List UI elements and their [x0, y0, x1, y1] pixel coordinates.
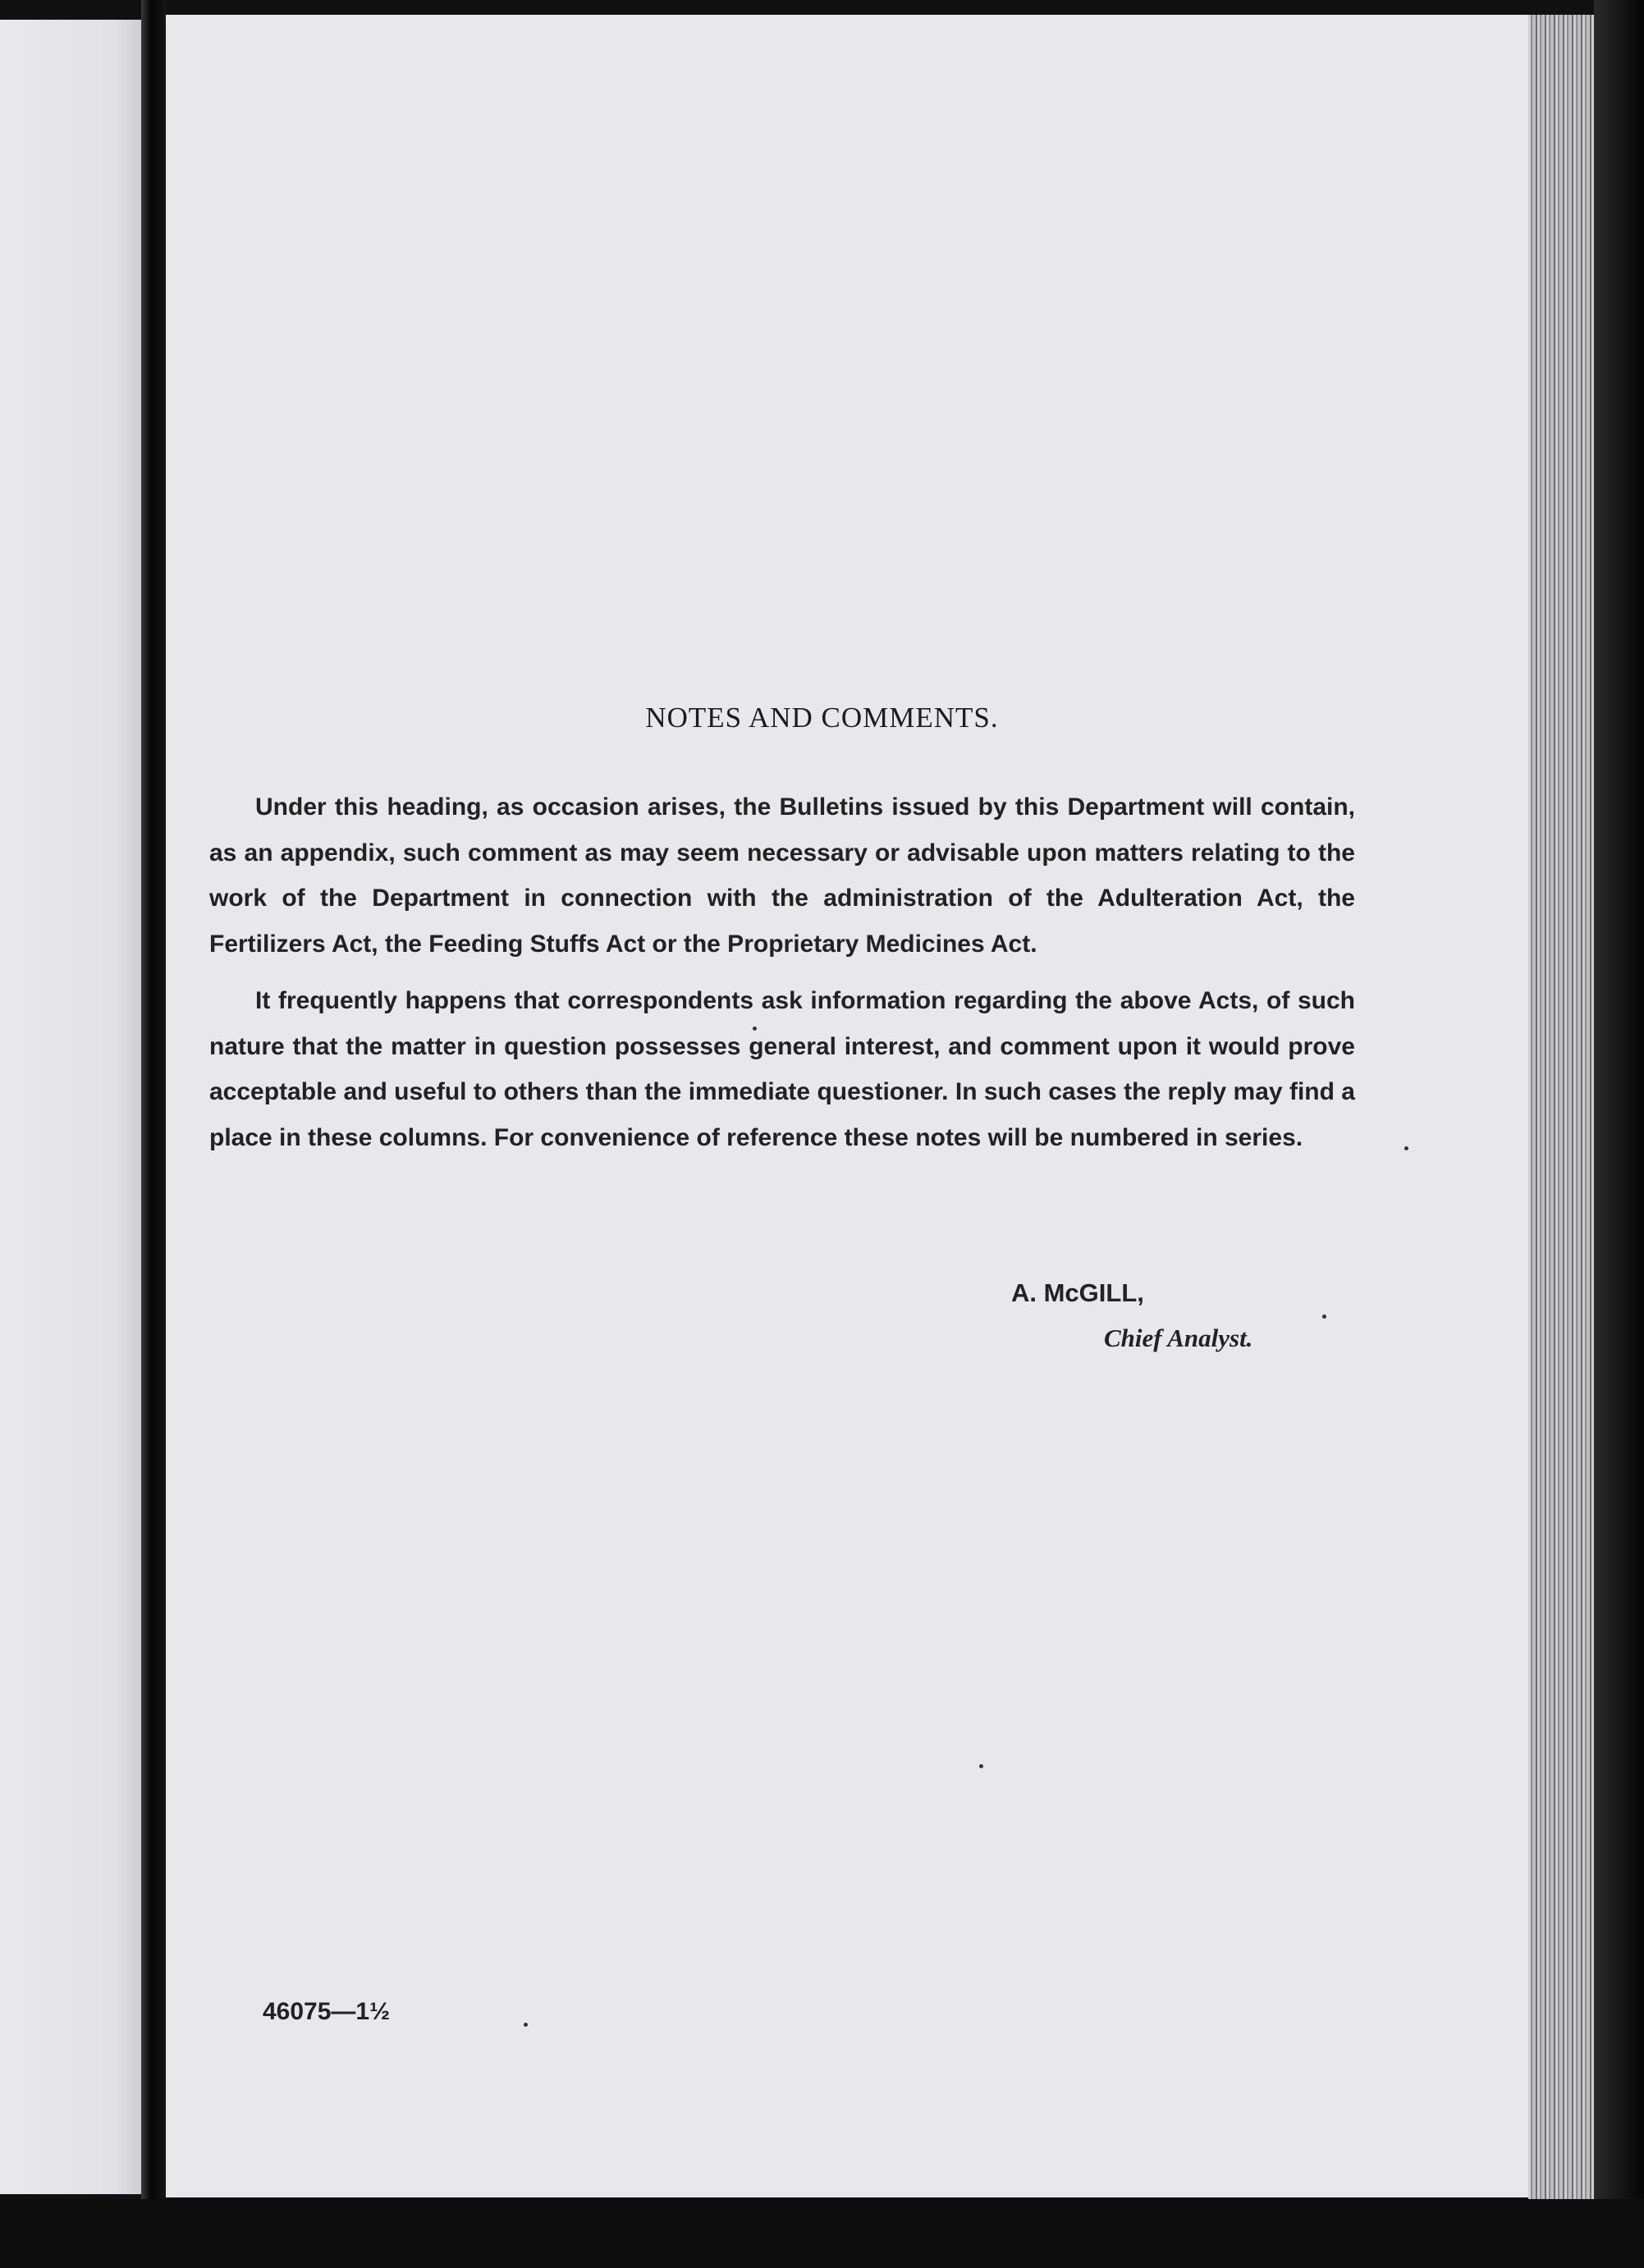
scan-speck — [1322, 1315, 1326, 1319]
book-gutter — [141, 0, 166, 2207]
footer-code: 46075—1½ — [263, 1998, 391, 2025]
body-text — [209, 784, 1355, 1172]
signature-title: Chief Analyst. — [1104, 1324, 1253, 1352]
signature-name: A. McGILL, — [1011, 1278, 1144, 1307]
facing-page-edge — [0, 20, 141, 2194]
page-heading: NOTES AND COMMENTS. — [645, 702, 999, 734]
page-stack-edge — [1528, 15, 1594, 2202]
paragraph: It frequently happens that correspondents ask information regarding the above Acts, of such nature that the matter in question possesses general interest, and comment upon it would prove acceptable and useful to others than the immediate questioner. In such cases the reply may find a place in these columns. For convenience of reference these notes will be numbered in series. — [209, 987, 1355, 1151]
scan-speck — [753, 1027, 757, 1031]
scan-border-bottom — [0, 2199, 1644, 2268]
scan-speck — [979, 1764, 983, 1768]
scan-speck — [524, 2023, 528, 2027]
paragraph: Under this heading, as occasion arises, the Bulletins issued by this Department will contain, as an appendix, such comment as may seem necessary or advisable upon matters relating to the work of the Department in connection with the administration of the Adulteration Act, the Fertilizers Act, the Feeding Stuffs Act or the Proprietary Medicines Act. — [209, 793, 1355, 958]
scan-border-right — [1594, 0, 1644, 2268]
scan-speck — [1404, 1146, 1408, 1150]
